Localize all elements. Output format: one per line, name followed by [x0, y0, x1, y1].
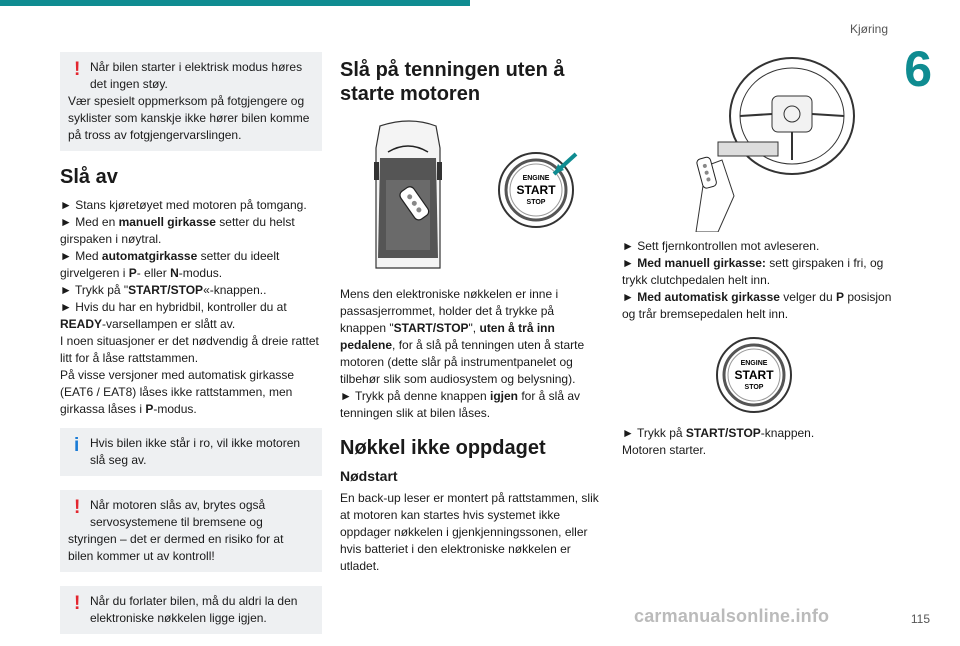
step-press-again: ► Trykk på denne knappen igjen for å slå av tenningen slik at bilen låses. — [340, 389, 581, 420]
start-stop-button-icon — [499, 153, 576, 227]
warning-box-servo: ! Når motoren slås av, brytes også servosystemene til bremsene og styringen – det er dermed en risiko for at bilen kommer ut av kontroll! — [60, 490, 322, 572]
warning-box-key: ! Når du forlater bilen, må du aldri la den elektroniske nøkkelen ligge igjen. — [60, 586, 322, 634]
heading-key-not-detected: Nøkkel ikke oppdaget — [340, 437, 546, 459]
car-and-button-illustration — [340, 118, 602, 276]
heading-sla-av: Slå av — [60, 166, 118, 188]
button-label-0: ENGINE — [740, 360, 768, 367]
step-4: ► Trykk på "START/STOP«-knappen.. — [60, 283, 267, 297]
heading-ignition-without-start: Slå på tenningen uten å starte motoren — [340, 59, 565, 105]
top-accent-bar — [0, 0, 470, 6]
info-icon: i — [74, 435, 80, 456]
paragraph-backup-reader: En back-up leser er montert på rattstammen, slik at motoren kan startes hvis systemet ikke oppdager nøkkelen i gjenkjenningssonen, eller hvis batteriet i den elektroniske nøkkelen er utladet. — [340, 491, 599, 573]
warning-text: Når bilen starter i elektrisk modus høres det ingen støy. — [90, 60, 303, 91]
start-stop-button-icon — [622, 335, 892, 415]
warning-box-silent-start — [60, 52, 322, 151]
column-left — [60, 52, 322, 646]
button-label-1: START — [734, 368, 774, 382]
section-label: Kjøring — [849, 22, 888, 36]
button-label-2: STOP — [744, 384, 764, 391]
chapter-number: 6 — [904, 41, 932, 97]
warning-icon: ! — [74, 59, 81, 80]
car-top-view-icon — [340, 118, 602, 276]
warning-icon: ! — [74, 497, 81, 518]
paragraph-ignition: Mens den elektroniske nøkkelen er inne i passasjerrommet, holder det å trykke på knappen "START/STOP", uten å trå inn pedalene, for å slå på tenningen uten å starte motoren (dette slår på instrumentpanelet og tilbehør slik som audiosystem og belysning). — [340, 287, 585, 386]
step-point-remote: ► Sett fjernkontrollen mot avleseren. — [622, 239, 820, 253]
step-2: ► Med en manuell girkasse setter du helst girspaken i nøytral. — [60, 215, 295, 246]
page-number: 115 — [910, 612, 930, 626]
warning-icon: ! — [74, 593, 81, 614]
button-label-0: ENGINE — [522, 175, 550, 182]
step-press-start-stop: ► Trykk på START/STOP-knappen. — [622, 426, 815, 440]
subheading-emergency-start: Nødstart — [340, 468, 398, 484]
step-5: ► Hvis du har en hybridbil, kontroller du at READY-varsellampen er slått av. — [60, 300, 287, 331]
paragraph-engine-starts: Motoren starter. — [622, 443, 707, 457]
button-label-2: STOP — [526, 199, 546, 206]
info-box-not-stationary: i Hvis bilen ikke står i ro, vil ikke motoren slå seg av. — [60, 428, 322, 476]
watermark: carmanualsonline.info — [634, 606, 830, 626]
step-manual-gearbox: ► Med manuell girkasse: sett girspaken i fri, og trykk clutchpedalen helt inn. — [622, 256, 884, 287]
paragraph-steering-lock: I noen situasjoner er det nødvendig å dreie rattet litt for å låse rattstammen. — [60, 334, 319, 365]
column-middle — [340, 56, 602, 575]
step-3: ► Med automatgirkasse setter du ideelt girvelgeren i P- eller N-modus. — [60, 249, 280, 280]
button-label-1: START — [516, 183, 556, 197]
start-button-illustration — [622, 335, 892, 415]
column-right — [622, 56, 892, 459]
paragraph-automatic-gearbox: På visse versjoner med automatisk girkasse (EAT6 / EAT8) låses ikke rattstammen, men girkassa låses i P-modus. — [60, 368, 295, 416]
step-1: ► Stans kjøretøyet med motoren på tomgang. — [60, 198, 307, 212]
warning-text-continued: Vær spesielt oppmerksom på fotgjengere og syklister som kanskje ikke hører bilen komme på tross av fotgjengervarslingen. — [68, 94, 310, 142]
step-automatic-gearbox: ► Med automatisk girkasse velger du P posisjon og trår bremsepedalen helt inn. — [622, 290, 892, 321]
steering-wheel-icon — [622, 56, 892, 232]
steering-wheel-key-illustration — [622, 56, 892, 232]
